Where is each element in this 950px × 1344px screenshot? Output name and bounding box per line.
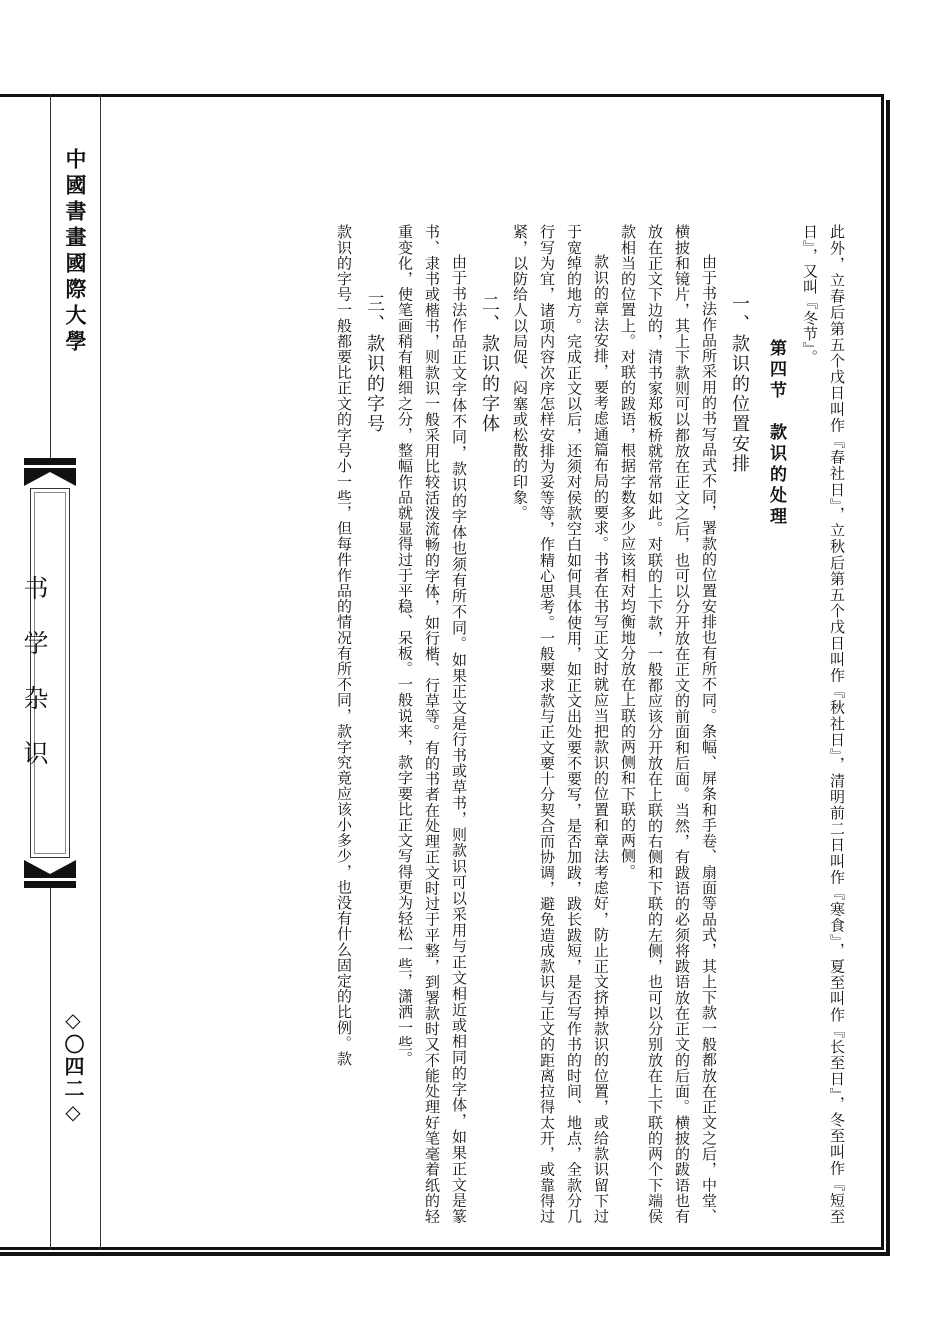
cartouche-bottom-chevron-icon [24, 860, 76, 878]
journal-name: 中國書畫國際大學 [63, 148, 87, 356]
section-heading: 第四节 款识的处理 [766, 339, 786, 528]
paragraph-1: 由于书法作品所采用的书写品式不同，署款的位置安排也有所不同。条幅、屏条和手卷、扇面等品式，其上下款一般都放在正文之后，中堂、横披和镜片，其上下款则可以都放在正文之后，也可以分开放在正文的前面和后面。当然，有跋语的必须将跋语放在正文的后面。横披的跋语也有放在正文下边的，清书家郑板桥就常常如此。对联的上下款，一般都应该分开放在上联的右侧和下联的左侧，也可以分别放在上下联的两个下端侯款相当的位置上。对联的跋语，根据字数多少应该相对均衡地分放在上联的两侧和下联的两侧。 [619, 224, 718, 1224]
cartouche-top-chevron-icon [24, 468, 76, 486]
cartouche-bottom-bar [24, 881, 76, 888]
paragraph-4: 款识的字号一般都要比正文的字号小一些，但每件作品的情况有所不同，款字究竟应该小多少，也没有什么固定的比例。款 [335, 224, 353, 1067]
intro-paragraph: 此外，立春后第五个戊日叫作『春社日』，立秋后第五个戊日叫作『秋社日』，清明前二日叫作『寒食』，夏至叫作『长至日』，冬至叫作『短至日』，又叫『冬节』。 [801, 224, 846, 1224]
cartouche-top-bar [24, 458, 76, 465]
page-number: ◇〇四二◇ [61, 1008, 85, 1126]
paragraph-3: 由于书法作品正文字体不同，款识的字体也须有所不同。如果正文是行书或草书，则款识可以采用与正文相近或相同的字体，如果正文是篆书、隶书或楷书，则款识一般采用比较活泼流畅的字体，如行楷、行草等。有的书者在处理正文时过于平整，到署款时又不能处理好笔毫着纸的轻重变化，使笔画稍有粗细之分，整幅作品就显得过于平稳、呆板。一般说来，款字要比正文写得更为轻松一些，潇洒一些。 [396, 224, 468, 1224]
text-body [140, 224, 850, 1224]
sub-heading-2: 二、款识的字体 [479, 294, 500, 434]
sub-heading-1: 一、款识的位置安排 [729, 294, 750, 474]
margin-rule-right [100, 94, 101, 1250]
sub-heading-3: 三、款识的字号 [364, 294, 385, 434]
paragraph-2: 款识的章法安排，要考虑通篇布局的要求。书者在书写正文时就应当把款识的位置和章法考虑好，防止正文挤掉款识的位置，或给款识留下过于宽绰的地方。完成正文以后，还须对侯款空白如何具体使用，如正文出处要不要写，是否加跋，跋长跋短，是否写作书的时间、地点，全款分几行写为宜，诸项内容次序怎样安排为妥等等，作精心思考。一般要求款与正文要十分契合而协调，避免造成款识与正文的距离拉得太开，或靠得过紧，以防给人以局促、闷塞或松散的印象。 [511, 224, 610, 1224]
